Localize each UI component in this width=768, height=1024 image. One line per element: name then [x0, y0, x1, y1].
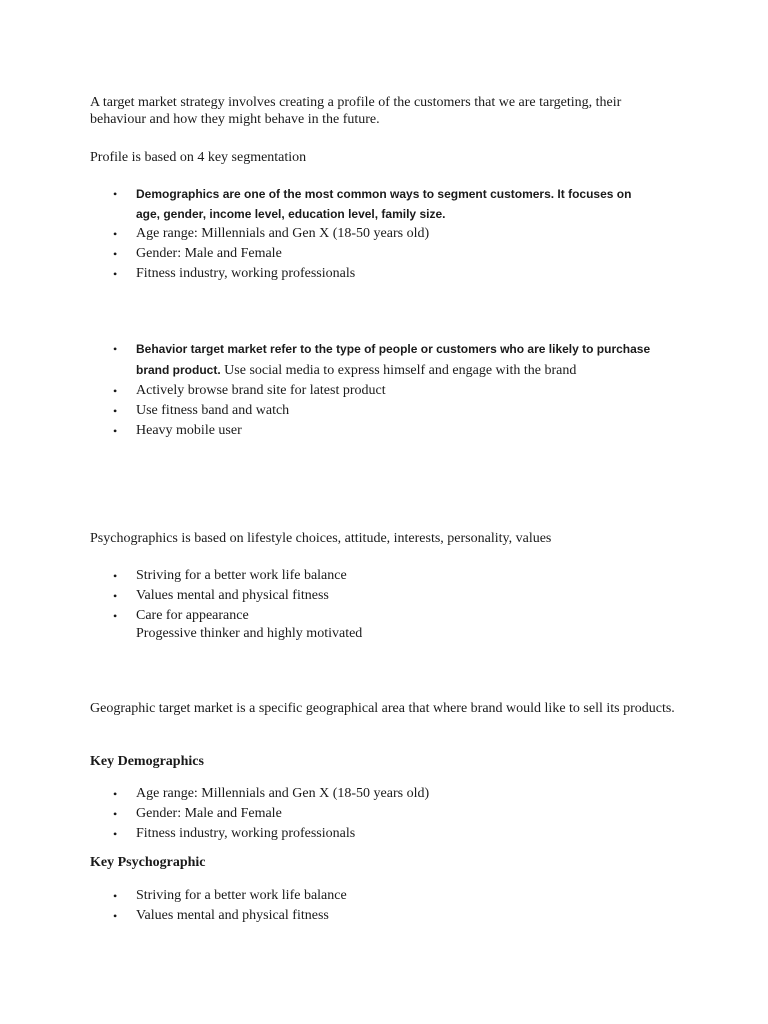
list-item: [0, 804, 640, 824]
list-item: [0, 339, 651, 360]
bullet-icon: •: [113, 247, 118, 261]
bullet-icon: •: [113, 342, 118, 356]
list-item: [0, 224, 640, 244]
demographics-definition: Demographics are one of the most common ways to segment customers. It focuses on age, gender, income level, education level, family size.: [136, 187, 632, 221]
behavior-definition-line2: brand product.: [136, 363, 221, 377]
list-item: [0, 264, 640, 284]
profile-line: Profile is based on 4 key segmentation: [90, 150, 307, 165]
list-item-text: Gender: Male and Female: [136, 246, 282, 261]
list-item: [0, 566, 640, 586]
bullet-icon: •: [113, 187, 118, 201]
list-item: [0, 184, 656, 224]
psychographics-intro: Psychographics is based on lifestyle choices, attitude, interests, personality, values: [90, 531, 552, 546]
list-item-continuation: [0, 624, 640, 644]
behavior-list: [0, 339, 651, 441]
list-item: [0, 886, 640, 906]
list-item-text: Values mental and physical fitness: [136, 908, 329, 923]
key-demographics-list: [0, 784, 640, 844]
list-item-text: Gender: Male and Female: [136, 806, 282, 821]
list-item: [0, 586, 640, 606]
list-item-text: Heavy mobile user: [136, 423, 242, 438]
psychographics-list: [0, 566, 640, 644]
demographics-list: [0, 184, 640, 284]
list-item: [0, 906, 640, 926]
list-item-text: Progessive thinker and highly motivated: [136, 626, 363, 641]
bullet-icon: •: [113, 609, 118, 623]
list-item-text: Striving for a better work life balance: [136, 888, 347, 903]
geographic-paragraph: Geographic target market is a specific geographical area that where brand would like to sell its products.: [90, 701, 675, 716]
list-item: [0, 824, 640, 844]
list-item: [0, 381, 640, 401]
key-psychographic-heading: Key Psychographic: [90, 855, 206, 870]
list-item-text: Striving for a better work life balance: [136, 568, 347, 583]
bullet-icon: •: [113, 404, 118, 418]
list-item-text: Age range: Millennials and Gen X (18-50 years old): [136, 786, 430, 801]
behavior-definition-line1: Behavior target market refer to the type of people or customers who are likely to purchase: [136, 342, 651, 356]
bullet-icon: •: [113, 424, 118, 438]
bullet-icon: •: [113, 889, 118, 903]
bullet-icon: •: [113, 787, 118, 801]
bullet-icon: •: [113, 807, 118, 821]
bullet-icon: •: [113, 569, 118, 583]
bullet-icon: •: [113, 827, 118, 841]
bullet-icon: •: [113, 909, 118, 923]
list-item-text: Use fitness band and watch: [136, 403, 290, 418]
list-item: [0, 606, 640, 626]
list-item: [0, 784, 640, 804]
bullet-icon: •: [113, 227, 118, 241]
bullet-icon: •: [113, 267, 118, 281]
intro-paragraph: A target market strategy involves creating a profile of the customers that we are targeting, their behaviour and how they might behave in the future.: [90, 95, 622, 127]
list-item-text: Values mental and physical fitness: [136, 588, 329, 603]
list-item-text: Age range: Millennials and Gen X (18-50 years old): [136, 226, 430, 241]
list-item-text: Fitness industry, working professionals: [136, 266, 356, 281]
list-item-text: Fitness industry, working professionals: [136, 826, 356, 841]
behavior-definition-tail: Use social media to express himself and engage with the brand: [220, 363, 577, 378]
bullet-icon: •: [113, 589, 118, 603]
list-item-text: Care for appearance: [136, 608, 249, 623]
list-item-text: Actively browse brand site for latest product: [136, 383, 386, 398]
list-item: [0, 401, 640, 421]
list-item-continuation: [0, 360, 640, 381]
bullet-icon: •: [113, 384, 118, 398]
list-item: [0, 421, 640, 441]
list-item: [0, 244, 640, 264]
key-psychographic-list: [0, 886, 640, 926]
key-demographics-heading: Key Demographics: [90, 754, 204, 769]
